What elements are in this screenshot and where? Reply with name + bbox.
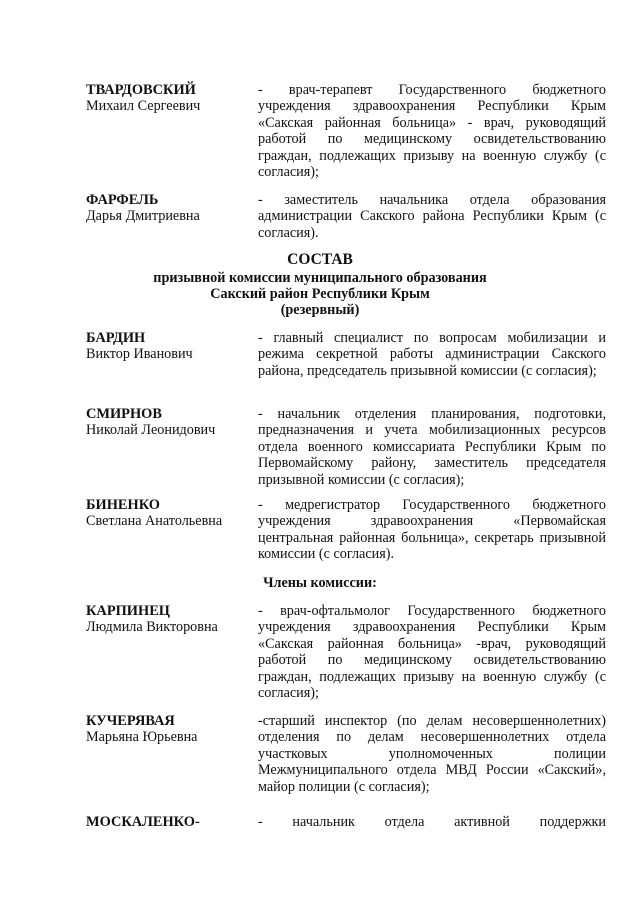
person-given-name: Михаил Сергеевич (86, 98, 201, 115)
person-entry-karpinets (86, 603, 606, 703)
person-description: - медрегистратор Государственного бюджетного учреждения здравоохранения «Первомайская центральная районная больница», секретарь призывной комиссии (с согласия). (258, 497, 606, 563)
person-surname: КУЧЕРЯВАЯ (86, 713, 175, 729)
members-heading: Члены комиссии: (263, 575, 377, 591)
person-entry-bardin (86, 330, 606, 398)
section-subtitle-line3: (резервный) (280, 302, 360, 318)
person-description: - начальник отделения планирования, подготовки, предназначения и учета мобилизационных ресурсов отдела военного комиссариата Республики Крым по Первомайскому району, заместитель председателя призывной комиссии (с согласия); (258, 406, 606, 488)
person-name (86, 82, 258, 115)
person-surname: ТВАРДОВСКИЙ (86, 82, 196, 98)
person-entry-smirnov (86, 406, 606, 490)
section-title: СОСТАВ (287, 251, 353, 268)
person-description: - начальник отдела активной поддержки (258, 814, 606, 830)
person-entry-kucheryavaya (86, 713, 606, 797)
section-subtitle-line2: Сакский район Республики Крым (210, 286, 430, 302)
person-surname: БИНЕНКО (86, 497, 160, 513)
person-entry-farfel (86, 192, 606, 242)
person-given-name: Николай Леонидович (86, 422, 216, 439)
person-entry-tvardovsky (86, 82, 606, 182)
person-name (86, 330, 258, 363)
person-name (86, 814, 258, 830)
person-name (86, 192, 258, 225)
person-name (86, 603, 258, 636)
person-given-name: Марьяна Юрьевна (86, 729, 198, 746)
person-surname: БАРДИН (86, 330, 146, 346)
person-surname: КАРПИНЕЦ (86, 603, 170, 619)
person-given-name: Виктор Иванович (86, 346, 193, 363)
person-description: - врач-офтальмолог Государственного бюджетного учреждения здравоохранения Республики Крым «Сакская районная больница» -врач, руководящий работой по медицинскому освидетельствованию граждан, подлежащих призыву на военную службу (с согласия); (258, 603, 606, 702)
person-description: - врач-терапевт Государственного бюджетного учреждения здравоохранения Республики Крым «Сакская районная больница» - врач, руководящий работой по медицинскому освидетельствованию граждан, подлежащих призыву на военную службу (с согласия); (258, 82, 606, 181)
person-description: -старший инспектор (по делам несовершеннолетних) отделения по делам несовершеннолетних отдела участковых уполномоченных полиции Межмуниципального отдела МВД России «Сакский», майор полиции (с согласия); (258, 713, 606, 795)
person-surname: СМИРНОВ (86, 406, 162, 422)
person-name (86, 406, 258, 439)
person-name (86, 497, 258, 530)
person-surname: МОСКАЛЕНКО- (86, 814, 200, 830)
person-given-name: Дарья Дмитриевна (86, 208, 200, 225)
person-description: - главный специалист по вопросам мобилизации и режима секретной работы администрации Сакского района, председатель призывной комиссии (с согласия); (258, 330, 606, 379)
person-surname: ФАРФЕЛЬ (86, 192, 159, 208)
person-entry-binenko (86, 497, 606, 565)
section-subtitle-line1: призывной комиссии муниципального образования (153, 270, 487, 286)
person-entry-moskalenko (86, 814, 606, 834)
person-description: - заместитель начальника отдела образования администрации Сакского района Республики Крым (с согласия). (258, 192, 606, 241)
person-given-name: Светлана Анатольевна (86, 513, 223, 530)
person-name (86, 713, 258, 746)
person-given-name: Людмила Викторовна (86, 619, 218, 636)
